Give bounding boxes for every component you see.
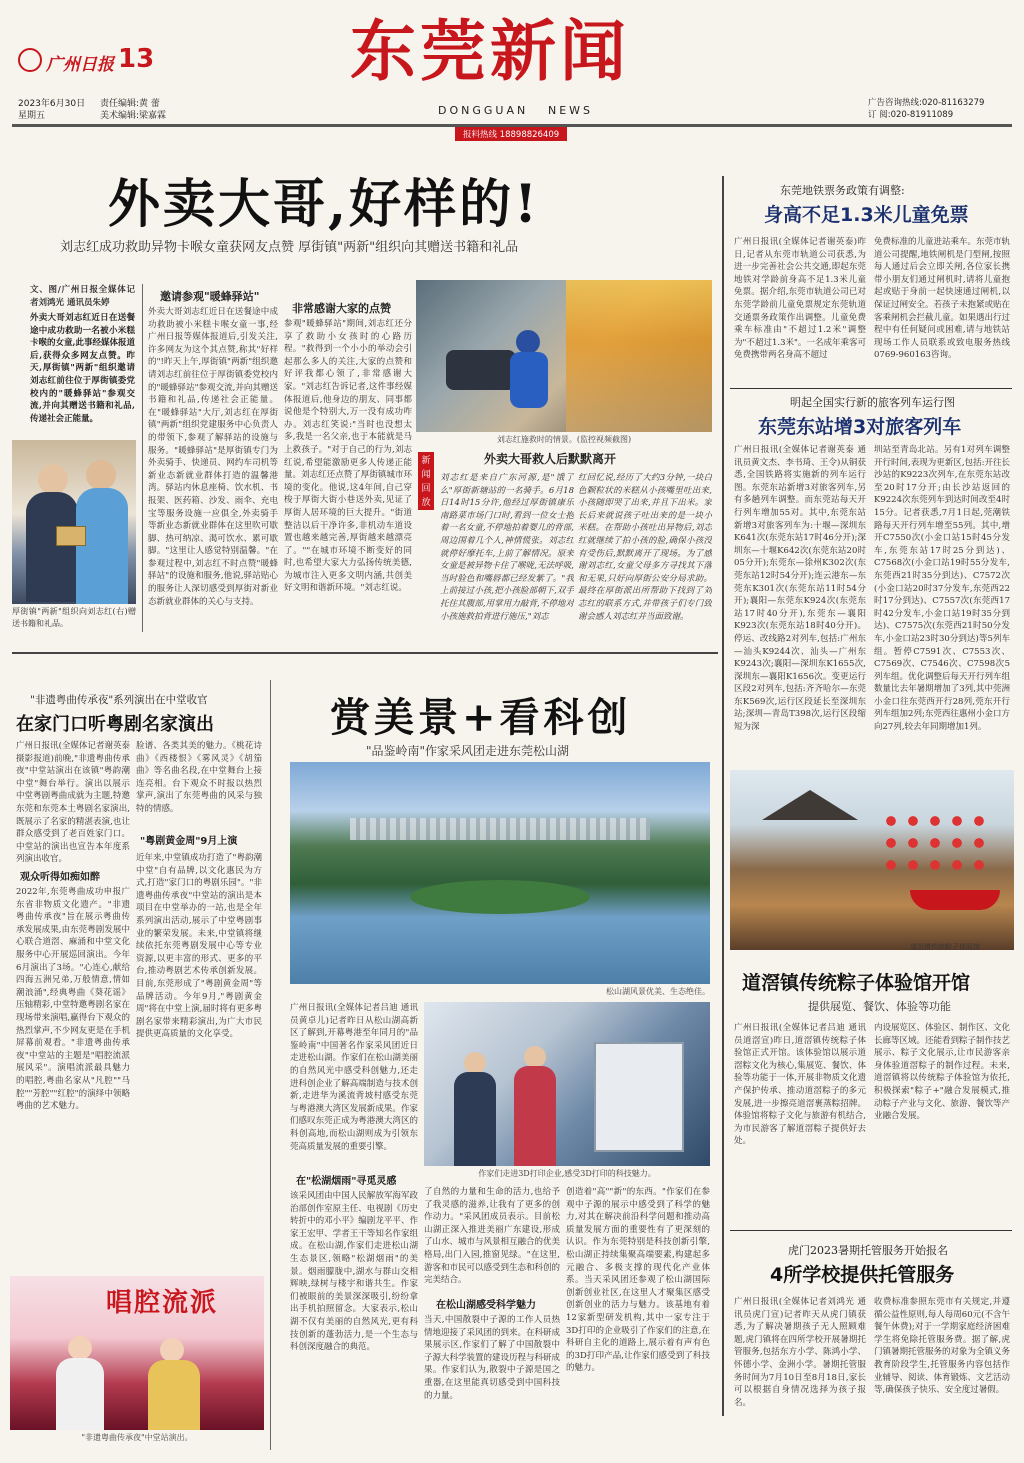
rail-col-2: 圳站至青岛北站。另有1对列车调整开行时间,表现为更新区,包括:开往长沙站的K9223次列车,在东莞东站改至20时17分开;由长沙站返回的K9224次东莞列车到达时间改至4时15分。记者获悉,7月1日起,莞潮铁路每天开行列车增至55列。其中,增开C7550次(小金口站15时45分发车,东莞东站17时25分到达)、C7568次(小金口站19时55分发车,东莞西21时35分到达)、C7572次(小金口站20时37分发车,东莞西22时17分到达)、C7557次(东莞西17时42分发车,小金口站19时35分到达)、C7575次(东莞西21时50分发车,小金口站23时30分到达)等5列车组。暂停C7591次、C7553次、C7569次、C7546次、C7598次5列车组。优化调整后每天开行列车组数量比去年暑期增加了3列,其中莞洲小金口往东莞西开行28列,莞东开行列车组加2列;东莞西往惠州小金口方向27列,较去年同期增加1列。	[874, 445, 1010, 733]
sidebar-title: 外卖大哥救人后默默离开	[484, 452, 617, 466]
rail-kicker: 明起全国实行新的旅客列车运行图	[790, 396, 955, 409]
lead-headline: 外卖大哥,好样的!	[108, 174, 540, 235]
editor: 责任编辑:黄 蕾	[100, 99, 160, 109]
lake-subheadline: "品鉴岭南"作家采风团走进东莞松山湖	[366, 744, 570, 758]
zongzi-photo-caption: 道滘镇传统粽子体验馆	[910, 943, 980, 951]
city-skyline	[350, 818, 650, 840]
section-title: 东莞新闻	[350, 12, 630, 90]
art-editor: 美术编辑:梁嘉霖	[100, 111, 167, 121]
lake-col-1b: 该采风团由中国人民解放军海军政治部创作室原主任、电视剧《历史转折中的邓小平》编剧龙平平、作家王宏甲、学者王干等知名作家组成。在松山湖,作家们走进松山湖生态景区,领略"松湖烟雨"的美景。烟雨朦胧中,湖水与群山交相辉映,绿树与楼宇和谐共生。作家们被眼前的美景深深吸引,纷纷拿出手机拍照留念。大家表示,松山湖不仅有美丽的自然风光,更有科技创新的蓬勃活力,是一个生态与科创深度融合的典范。	[290, 1191, 418, 1353]
summer-col-1: 广州日报讯(全媒体记者刘鸿光 通讯员虎门宣)记者昨天从虎门镇获悉,为了解决暑期孩子无人照顾难题,虎门镇将在四所学校开展暑期托管服务,包括东方小学、陈鸿小学、怀德小学、金洲小学。暑期托管服务时间为7月10日至8月18日,家长可以根据自身情况选择为孩子报名。	[734, 1297, 866, 1408]
metro-col-1: 广州日报讯(全媒体记者谢英泰)昨日,记者从东莞市轨道公司获悉,为进一步完善社会公共交通,即起东莞地铁对学龄前身高不足1.3米儿童免票。据介绍,东莞市轨道公司已对东莞学龄前儿童免票规定东莞轨道交通票务政策作出调整。儿童免费乘车标准由"不超过1.2米"调整为"不超过1.3米"。一名成年乘客可免费携带两名身高不超过	[734, 237, 866, 361]
rail-headline: 东莞东站增3对旅客列车	[758, 416, 962, 438]
divider	[722, 176, 724, 1416]
performer-1-costume	[56, 1358, 104, 1430]
issue-date: 2023年6月30日	[18, 99, 86, 109]
pavilion-roof	[750, 790, 870, 820]
opera-sub-2: "粤剧黄金周"9月上演	[140, 836, 238, 847]
person-right-body	[76, 488, 128, 604]
lake-island	[410, 880, 590, 914]
divider	[730, 1230, 1012, 1231]
opera-col-1b: 2022年,东莞粤曲成功申报广东省非物质文化遗产。"非遗粤曲传承夜"旨在展示粤曲传承发展成果,由东莞粤剧发展中心联合道滘、麻涌和中堂文化服务中心开展巡回演出。今年6月演出了3场。"心连心,献给四海五洲兄弟,万般情意,情如潮浪涌",经典粤曲《葵花谣》压轴精彩,中堂特邀粤剧名家在现场带来演唱,赢得台下观众的热烈掌声,不少网友更是在手机屏幕前观看。"非遗粤曲传承夜"中堂站的主题是"唱腔流派展风采"。演唱流派最具魅力的唱腔,粤曲名家从"凡腔""马腔""芳腔""红腔"的演绎中领略粤曲的艺术魅力。	[16, 887, 130, 1112]
lake-col-3: 创造着"高""新"的东西。"作家们在参观中子源的展示中感受到了科学的魅力,对其在解决前沿科学问题和推动高质量发展方面的重要性有了更深刻的认识。作为东莞特别是科技创新引擎,松山湖正持续集聚高端要素,构建起多元融合、多极支撑的现代化产业体系。当天采风团还参观了松山湖国际创新创业社区,在这里人才聚集区感受创新创业的活力与魅力。该基地有着12家新型研发机构,其中一家专注于3D打印的企业吸引了作家们的注意,在科研自主化的道路上,展示着有声有色的3D打印产品,让作家们感受到了科技的魅力。	[566, 1187, 710, 1374]
divider	[12, 652, 718, 654]
rider-body	[510, 352, 548, 408]
lead-col-2: 外卖大哥刘志红近日在送餐途中成功救助被小米糕卡喉女童一事,经广州日报等媒体报道后,引发关注,许多网友为这个其点赞,称其"好样的"!昨天上午,厚街镇"两新"组织邀请刘志红前往位于厚街镇委党校内的"暖蜂驿站"参观交流,并向其赠送书籍和礼品,传递社会正能量。在"暖蜂驿站"大厅,刘志红在厚街镇"两新"组织党建服务中心负责人的带领下,参观了解驿站的设施与服务。"暖蜂驿站"是厚街镇专门为外卖骑手、快递员、网约车司机等新业态新就业群体打造的温馨港湾。驿站内休息座椅、饮水机、书报架、医药箱、沙发、雨伞、充电宝等服务设施一应俱全,外卖骑手等新业态新就业群体在这里吹可歇脚、热可纳凉、渴可饮水、累可歇脚。"这里让人感觉特别温馨。"在参观过程中,刘志红不时点赞"暖蜂驿站"的设施和服务,他说,驿站贴心的服务让人深切感受到厚街对新业态新就业群体的关心与支持。	[148, 307, 278, 607]
lake-photo-2-caption: 作家们走进3D打印企业,感受3D打印的科技魅力。	[478, 1169, 656, 1178]
storefront	[566, 280, 712, 432]
zongzi-col-2: 内设展览区、体验区、制作区、文化长廊等区域。还能看到粽子制作技艺展示、粽子文化展示,让市民游客亲身体验道滘粽子的制作过程。未来,道滘镇将以传统粽子体验馆为依托,积极探索"粽子+"融合发展模式,推动粽子产业与文化、旅游、餐饮等产业融合发展。	[874, 1023, 1010, 1122]
issue-weekday: 星期五	[18, 111, 46, 121]
zongzi-photo	[730, 770, 1014, 950]
lake-col-2b: 当天,中国散裂中子源的工作人员热情地迎接了采风团的到来。在科研成果展示区,作家们了解了中国散裂中子源大科学装置的建设历程与科研成果。作家们认为,散裂中子源是国之重器,在这里能真切感受到中国科技的力量。	[424, 1315, 560, 1401]
opera-sub-1: 观众听得如痴如醉	[20, 872, 100, 883]
zongzi-headline: 道滘镇传统粽子体验馆开馆	[742, 972, 971, 994]
summer-headline: 4所学校提供托管服务	[770, 1264, 955, 1286]
visitor-1	[464, 1052, 486, 1074]
section-pinyin-1: DONGGUAN	[438, 104, 529, 117]
hotline: 报料热线 18898826409	[455, 127, 567, 141]
lead-photo-2	[416, 280, 712, 432]
masthead	[0, 0, 1024, 120]
lake-photo-1-caption: 松山湖风景优美、生态绝佳。	[606, 987, 710, 996]
zongzi-col-1: 广州日报讯(全媒体记者吕迪 通讯员道滘宣)昨日,道滘镇传统粽子体验馆正式开馆。该体验馆以展示道滘粽文化为核心,集展览、餐饮、体验等功能于一体,开展非物质文化遗产保护传承、推动道滘粽子的多元发展,进一步擦亮道滘裹蒸粽招牌。体验馆将粽子文化与旅游有机结合,为市民游客了解道滘粽子提供好去处。	[734, 1023, 866, 1147]
visitor-1-body	[454, 1072, 496, 1166]
lead-sub-2: 非常感谢大家的点赞	[292, 302, 391, 315]
lake-col-2: 了自然的力量和生命的活力,也给予了我灵感的滋养,让我有了更多的创作动力。"采风团成员表示。目前松山湖正深入推进美丽广东建设,形成了山水、城市与风景相互融合的优美格局,出门入园,推窗见绿。"在这里,游客和市民可以感受到生态和科创的完美结合。	[424, 1187, 560, 1286]
lead-intro: 外卖大哥刘志红近日在送餐途中成功救助一名被小米糕卡喉的女童,此事经媒体报道后,获得众多网友点赞。昨天,厚街镇"两新"组织邀请刘志红前往位于厚街镇委党校内的"暖蜂驿站"参观交流,并向其赠送书籍和礼品,传递社会正能量。	[30, 313, 135, 424]
lead-col-3: 参观"暖蜂驿站"期间,刘志红还分享了救助小女孩时的心路历程。"救得到一个小小的举动会引起那么多人的关注,大家的点赞和好评我都心领了,非常感谢大家。"刘志红告诉记者,这件事经媒体报道后,他身边的朋友、同事都说他是个特别大,万一没有成功咋办。刘志红笑说:"当时也没想太多,我是一名父亲,也于本能就是马上救孩子。"对于自己的行为,刘志红说,希望能激励更多人传递正能量。刘志红还点赞了厚街镇城市环境的变化。他说,这4年间,自己穿梭于厚街大街小巷送外卖,见证了厚街人居环境的巨大提升。"街道整洁以后干净许多,非机动车道设置也越来越完善,厚街越来越漂亮了。""在城市环境不断变好的同时,也希望大家大力弘扬传统美德,为城市注入更多文明内涵,共创美好文明和谐新环境。"刘志红说。	[284, 319, 412, 594]
performer-1	[68, 1336, 92, 1360]
subscribe-phone: 订 阅:020-81911089	[868, 110, 954, 120]
paper-logo	[18, 48, 42, 72]
lake-sub-2: 在松山湖感受科学魅力	[436, 1300, 536, 1311]
lanterns	[880, 810, 990, 870]
sidebar-col-2: 红回忆说,经历了大约3分钟,一块白色颗粒状的米糕从小孩嘴里吐出来,小孩随即哭了出来,并且下出米。家长后来就说孩子吐出来的是一块小米糕。在帮助小孩吐出异物后,刘志红就继续了拍小孩的脸,确保小孩没有受伤后,默默离开了现场。为了感谢刘志红,女童父母多方寻找其下落和无果,只好向厚街公安分局求助。最终在厚街派出所帮助下找到了刘志红的联系方式,并带孩子们专门致谢会感人刘志红并当面致谢。	[578, 473, 712, 622]
lake-photo-1	[290, 762, 710, 984]
section-pinyin-2: NEWS	[548, 104, 594, 117]
opera-col-1: 广州日报讯(全媒体记者谢英泰 摄影报道)前晚,"非遗粤曲传承夜"中堂站演出在该镇"粤韵潮中堂"舞台举行。演出以展示中堂粤剧粤曲成就为主题,特邀东莞和东莞本土粤剧名家演出,既展示了名家的精湛表演,也让群众感受到了老百姓家门口。中堂站的演出也宣告本年度系列演出收官。	[16, 741, 130, 865]
summer-kicker: 虎门2023暑期托管服务开始报名	[788, 1244, 948, 1257]
scooter	[446, 350, 516, 390]
lake-col-1: 广州日报讯(全媒体记者吕迪 通讯员黄卓儿)记者昨日从松山湖高新区了解到,开幕粤港至年同月的"品鉴岭南"中国著名作家采风团近日走进松山湖。作家们在松山湖美丽的自然风光中感受科创魅力,还走进科创企业了解高端制造与技术创新,走进华为溪流背坡村感受东莞与粤港澳大湾区发展新成果。作家们感叹东莞正成为粤港澳大湾区的科创高地,而松山湖则成为引领东莞高质量发展的重要引擎。	[290, 1003, 418, 1152]
metro-headline: 身高不足1.3米儿童免票	[764, 204, 969, 226]
lead-sub-1: 邀请参观"暖蜂驿站"	[160, 290, 260, 303]
divider	[730, 388, 1012, 389]
lead-photo-1	[12, 440, 136, 604]
rider	[516, 330, 540, 354]
opera-col-2b: 近年来,中堂镇成功打造了"粤韵潮中堂"自有品牌,以文化惠民为方式,打造"家门口的粤剧乐园"。"非遗粤曲传承夜"中堂站的演出是本项目在中堂举办的一站,也是全年系列演出活动,展示了中堂粤剧事业的繁荣发展。未来,中堂镇将继续依托东莞粤剧发展中心等专业资源,以更丰富的形式、更多的平台,推动粤剧艺术传承创新发展。目前,东莞形成了"粤剧黄金周"等品牌活动。今年9月,"粤剧黄金周"将在中堂上演,届时将有更多粤剧名家带来精彩演出,为广大市民提供更高质量的文化享受。	[136, 853, 262, 1040]
lake-sub-1: 在"松湖烟雨"寻觅灵感	[296, 1176, 397, 1187]
page-number: 13	[118, 44, 155, 74]
dragon-boat	[910, 890, 1000, 910]
rail-col-1: 广州日报讯(全媒体记者谢英泰 通讯员黄文杰、李书琦、王令)从铜获悉,全国铁路将实施新的列车运行图。东莞东站新增3对旅客列车,另有多趟列车调整。而东莞站每天开行列车增加55对。其中,东莞东站新增3对旅客列车为:十堰—深圳东K641次(东莞东站17时46分开);深圳东—十堰K642次(东莞东站20时05分开);东莞东—徐州K302次(东莞东站12时54分开);连云港东—东莞东K301次(东莞东站11时54分开);襄阳—东莞东K924次(东莞东站17时40分开),东莞东—襄阳K923次(东莞东站18时40分开)。停运、改线路2对列车,包括:广州东—汕头K9244次、汕头—广州东K9243次;襄阳—深圳东K1655次,深圳东—襄阳K1656次。变更运行区段2对列车,包括:齐齐哈尔—东莞东K569次,运行区段延长至深圳东站;深圳—青岛T398次,运行区段缩短为深	[734, 445, 866, 733]
summer-col-2: 收费标准参照东莞市有关规定,并遵循公益性原则,每人每周60元(不含午餐午休费);对于一学期家庭经济困难学生将免除托管服务费。据了解,虎门镇暑期托管服务的对象为全镇义务教育阶段学生,托管服务内容包括作业辅导、阅读、体育锻炼、文艺活动等,确保孩子快乐、安全度过暑假。	[874, 1297, 1010, 1396]
opera-photo-text: 唱腔流派	[106, 1288, 219, 1318]
divider	[142, 284, 143, 632]
performer-2	[160, 1338, 184, 1362]
person-left-body	[26, 492, 78, 602]
visitor-2	[524, 1046, 546, 1068]
person-left	[38, 464, 68, 494]
lead-subheadline: 刘志红成功救助异物卡喉女童获网友点赞 厚街镇"两新"组织向其赠送书籍和礼品	[60, 240, 519, 255]
opera-kicker: "非遗粤曲传承夜"系列演出在中堂收官	[30, 694, 208, 706]
opera-col-2: 脸谱、各类其美的魅力。《桃花诗曲》《西楼恨》《雾风灵》《胡笳曲》等名曲名段,在中堂舞台上接连亮相。台下观众不时报以热烈掌声,演出了东莞粤曲的风采与独特的情感。	[136, 741, 262, 814]
opera-headline: 在家门口听粤剧名家演出	[16, 714, 214, 735]
zongzi-subheadline: 提供展览、餐饮、体验等功能	[808, 1000, 951, 1013]
lead-byline: 文、图/广州日报全媒体记者刘鸿光 通讯员朱婷	[30, 285, 135, 308]
printer-machine	[594, 1042, 684, 1152]
lead-photo-1-caption: 厚街镇"两新"组织向刘志红(右)赠送书籍和礼品。	[12, 607, 136, 628]
sidebar-col-1: 刘志红是来自广东河源,是"饿了么"厚街新塘站的一名骑手。6月18日14时15分许,他经过厚街镇康乐南路菜市场门口时,看到一位女士抱着一名女童,不停地拍着婴儿的背部,周边围着几个人,神情慌张。刘志红就停好摩托车,上前了解情况。原来女童是被异物卡住了喉咙,无法呼吸,当时脸色和嘴唇都已经发紫了。"我上前接过小孩,把小孩脸部朝下,双手托住其腹部,用掌用力敲背,不停地对小孩施救拍背进行施压,"刘志	[440, 473, 574, 622]
opera-photo-caption: "非遗粤曲传承夜"中堂站演出。	[81, 1433, 193, 1442]
sidebar-label: 新闻回放	[418, 452, 434, 510]
lead-photo-2-caption: 刘志红施救时的情景。(监控视频截图)	[496, 435, 632, 444]
paper-name: 广州日报	[46, 55, 114, 75]
gift-box	[56, 526, 86, 546]
lake-headline: 赏美景+看科创	[330, 694, 632, 741]
divider	[270, 680, 271, 1450]
lake-photo-2	[424, 1002, 710, 1166]
person-right	[86, 460, 116, 490]
opera-photo	[10, 1276, 264, 1430]
ad-phone: 广告咨询热线:020-81163279	[868, 98, 985, 108]
visitor-2-body	[514, 1066, 556, 1166]
metro-kicker: 东莞地铁票务政策有调整:	[780, 184, 905, 197]
metro-col-2: 免费标准的儿童进站乘车。东莞市轨道公司提醒,地铁闸机是门型闸,按照每人通过后会立即关闸,各位家长携带小朋友们通过闸机时,请将儿童抱起或贴于身前一起快速通过闸机,以保证过闸安全。若孩子未抱紧或贴在客乘闸机会拦截儿童。如果遇出行过程中有任何疑问或困难,请与地铁站现场工作人员联系或致电服务热线0769-960163咨询。	[874, 237, 1010, 361]
performer-2-costume	[148, 1360, 200, 1430]
